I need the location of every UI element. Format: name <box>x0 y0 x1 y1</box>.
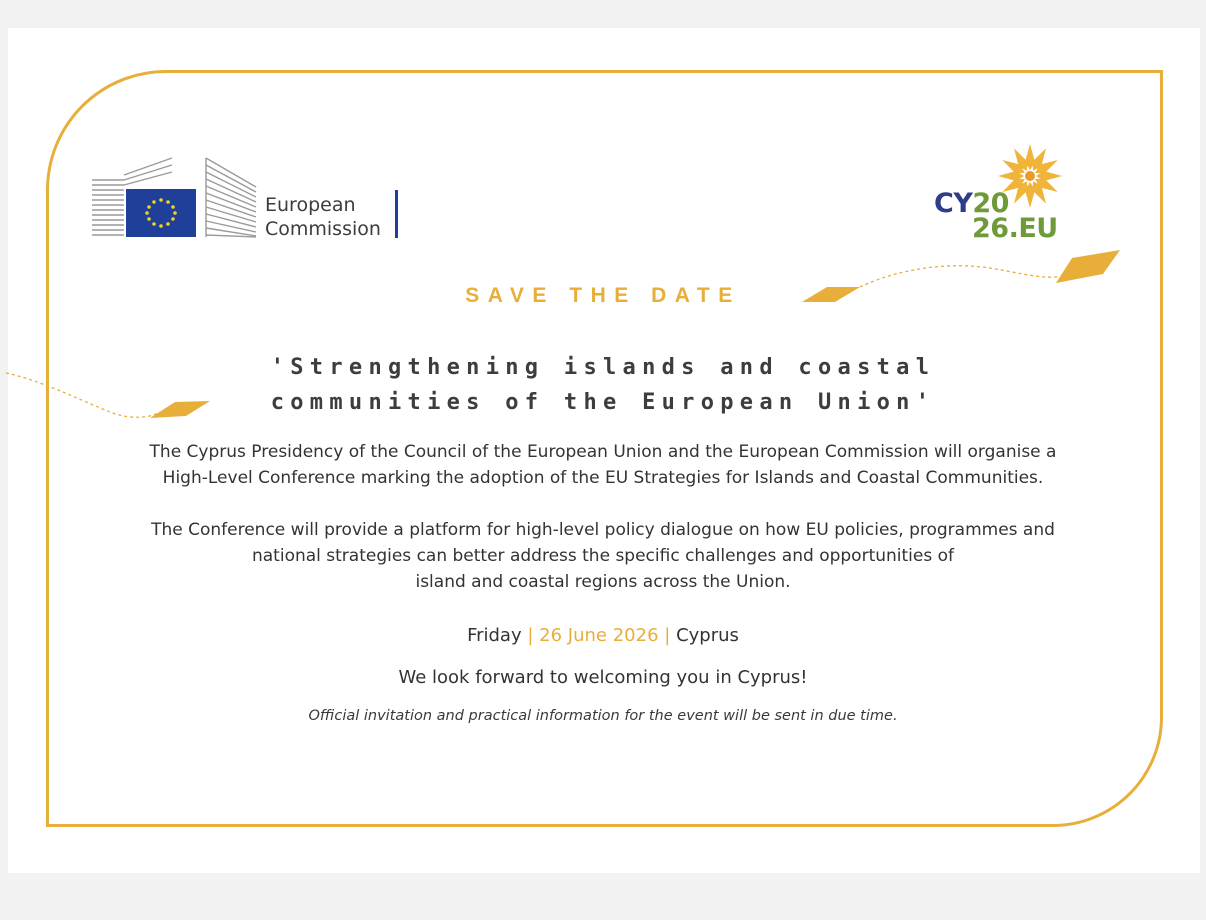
purpose-paragraph <box>100 517 1106 595</box>
gold-leaf-icon <box>1056 250 1120 283</box>
date-separator-2: | <box>664 625 671 646</box>
conference-title <box>100 350 1106 420</box>
cy-logo-20: 20 <box>972 188 1009 219</box>
intro-paragraph-line2: High-Level Conference marking the adoption of the EU Strategies for Islands and Coastal Communities. <box>162 468 1044 488</box>
save-the-date-heading: SAVE THE DATE <box>465 284 741 307</box>
intro-paragraph <box>100 439 1106 491</box>
invitation-note: Official invitation and practical information for the event will be sent in due time. <box>308 708 898 724</box>
intro-paragraph-line1: The Cyprus Presidency of the Council of the European Union and the European Commission will organise a <box>149 442 1057 462</box>
cy-logo-line2 <box>972 215 1058 243</box>
event-day: Friday <box>467 625 522 646</box>
ec-logo-line2: Commission <box>265 218 381 240</box>
date-separator-1: | <box>527 625 534 646</box>
purpose-paragraph-line2: national strategies can better address the specific challenges and opportunities of <box>251 546 954 566</box>
welcome-message: We look forward to welcoming you in Cyprus! <box>398 667 808 688</box>
conference-title-line1: 'Strengthening islands and coastal <box>270 355 936 380</box>
cy-logo-cy: CY <box>934 188 973 219</box>
event-place: Cyprus <box>676 625 739 646</box>
cy-logo-26eu: 26.EU <box>972 213 1058 244</box>
purpose-paragraph-line1: The Conference will provide a platform for high-level policy dialogue on how EU policies, programmes and <box>151 520 1055 540</box>
ec-logo-line1: European <box>265 194 356 216</box>
ec-logo-divider <box>395 190 398 238</box>
conference-title-line2: communities of the European Union' <box>270 390 936 415</box>
ec-logo-wordmark <box>265 193 381 241</box>
purpose-paragraph-line3: island and coastal regions across the Union. <box>415 572 791 592</box>
event-date-line <box>100 623 1106 649</box>
event-date: 26 June 2026 <box>539 625 659 646</box>
